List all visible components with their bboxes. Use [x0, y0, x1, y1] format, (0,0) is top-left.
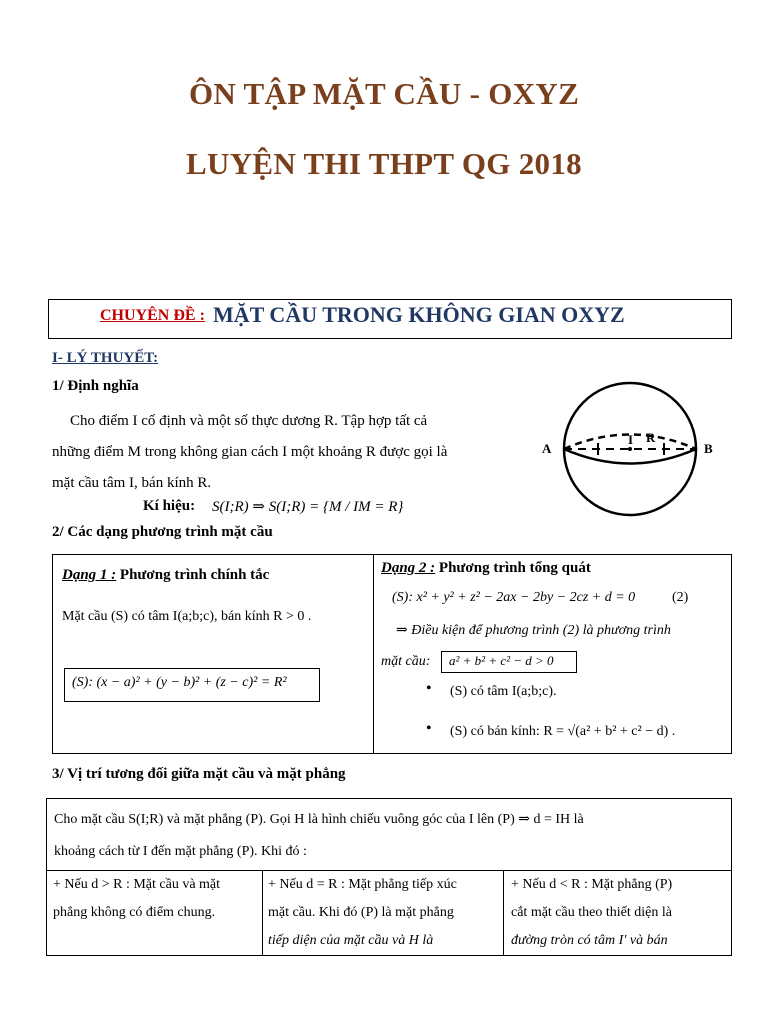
dang2-name: Phương trình tổng quát — [438, 560, 591, 576]
case3-cell — [511, 871, 727, 955]
topic-label: CHUYÊN ĐỀ : — [100, 307, 205, 324]
topic-colon: : — [195, 307, 205, 324]
case2-line: + Nếu d = R : Mặt phẳng tiếp xúc — [268, 877, 457, 892]
sphere-equator-front — [564, 449, 696, 464]
dang2-bullet2: (S) có bán kính: R = √(a² + b² + c² − d) . — [450, 724, 676, 739]
sphere-diagram — [540, 380, 720, 520]
section3-intro — [54, 802, 726, 866]
intro-line1: Cho mặt cầu S(I;R) và mặt phẳng (P). Gọi H là hình chiếu vuông góc của I lên (P) ⇒ d = IH là — [54, 812, 584, 827]
definition-line1: Cho điểm I cố định và một số thực dương R. Tập hợp tất cả — [70, 413, 428, 429]
case3-line: cắt mặt cầu theo thiết diện là — [511, 905, 672, 920]
page-title: ÔN TẬP MẶT CẦU - OXYZ — [188, 76, 580, 111]
center-point — [628, 447, 632, 451]
topic-title: MẶT CẦU TRONG KHÔNG GIAN OXYZ — [213, 302, 625, 327]
definition-line3: mặt cầu tâm I, bán kính R. — [52, 475, 212, 491]
definition-line2: những điểm M trong không gian cách I một khoảng R được gọi là — [52, 444, 448, 460]
dang1-formula: (S): (x − a)² + (y − b)² + (z − c)² = R² — [72, 675, 287, 690]
intro-line2: khoảng cách từ I đến mặt phẳng (P). Khi đó : — [54, 844, 307, 859]
dang1-cell — [52, 554, 374, 754]
case2-line: tiếp diện của mặt cầu và H là — [268, 933, 434, 948]
dang1-heading — [62, 567, 269, 584]
case1-line: phẳng không có điểm chung. — [53, 905, 216, 920]
dang2-equation: (S): x² + y² + z² − 2ax − 2by − 2cz + d = 0 — [392, 590, 636, 605]
bullet2-dot: • — [426, 720, 432, 737]
case1-cell — [53, 871, 259, 927]
definition-text — [52, 406, 532, 499]
section2-heading: 2/ Các dạng phương trình mặt cầu — [52, 524, 273, 540]
section3-heading: 3/ Vị trí tương đối giữa mặt cầu và mặt phẳng — [52, 766, 346, 782]
dang2-condition-line1: ⇒ Điều kiện để phương trình (2) là phương trình — [396, 623, 671, 638]
bullet1-dot: • — [426, 680, 432, 697]
label-i: I — [628, 432, 634, 447]
dang2-bullet1: (S) có tâm I(a;b;c). — [450, 684, 557, 699]
section1-heading: 1/ Định nghĩa — [52, 378, 139, 394]
case2-cell — [268, 871, 500, 955]
dang2-eq-number: (2) — [672, 590, 689, 605]
dang1-name: Phương trình chính tắc — [119, 567, 270, 583]
label-b: B — [704, 441, 713, 456]
dang1-label: Dạng 1 : — [62, 567, 117, 583]
case2-line: mặt cầu. Khi đó (P) là mặt phẳng — [268, 905, 454, 920]
dang1-text: Mặt cầu (S) có tâm I(a;b;c), bán kính R > 0 . — [62, 609, 312, 624]
dang2-label: Dạng 2 : — [381, 560, 436, 576]
dang2-condition-line2: mặt cầu: — [381, 654, 431, 669]
label-a: A — [542, 441, 552, 456]
notation-formula: S(I;R) ⇒ S(I;R) = {M / IM = R} — [212, 499, 404, 515]
dang2-heading — [381, 560, 591, 577]
page-subtitle: LUYỆN THI THPT QG 2018 — [186, 146, 582, 181]
case3-line: + Nếu d < R : Mặt phẳng (P) — [511, 877, 673, 892]
label-r: R — [646, 430, 656, 445]
case3-line: đường tròn có tâm I′ và bán — [511, 933, 668, 948]
dang2-condition-formula: a² + b² + c² − d > 0 — [449, 653, 554, 668]
theory-heading: I- LÝ THUYẾT: — [52, 350, 159, 366]
case1-line: + Nếu d > R : Mặt cầu và mặt — [53, 877, 221, 892]
position-table-col1 — [262, 870, 263, 956]
position-table-col2 — [503, 870, 504, 956]
notation-label: Kí hiệu: — [143, 498, 196, 514]
